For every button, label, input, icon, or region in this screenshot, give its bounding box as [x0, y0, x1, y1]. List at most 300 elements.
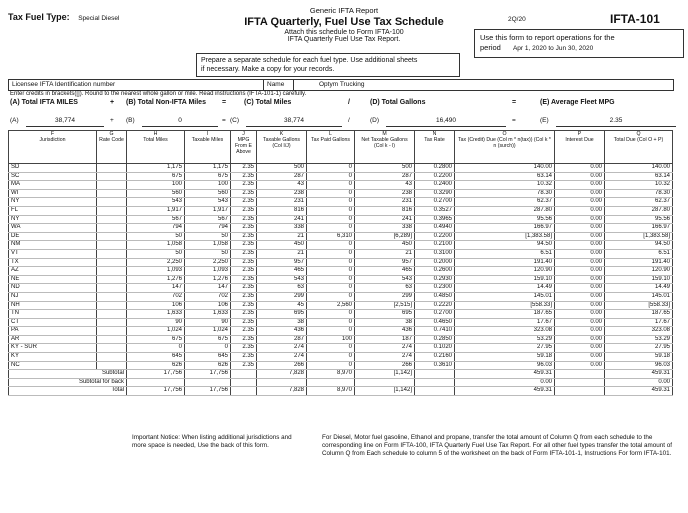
cell-tax-rate[interactable]: 0.2400 — [415, 181, 455, 190]
cell-tax-rate[interactable]: 0.1020 — [415, 344, 455, 353]
cell-net-taxable-gallons[interactable]: [6,289] — [355, 232, 415, 241]
cell-interest-due[interactable]: 0.00 — [555, 258, 605, 267]
cell-interest-due[interactable]: 0.00 — [555, 335, 605, 344]
cell-tax-rate[interactable]: 0.2200 — [415, 232, 455, 241]
cell-total-due[interactable]: 95.56 — [605, 215, 673, 224]
cell-jurisdiction[interactable]: NY — [9, 215, 97, 224]
cell-tax-due[interactable]: 94.50 — [455, 241, 555, 250]
cell-interest-due[interactable]: 0.00 — [555, 198, 605, 207]
cell-tax-rate[interactable]: 0.2160 — [415, 353, 455, 362]
cell-tax-rate[interactable]: 0.2700 — [415, 310, 455, 319]
table-row — [9, 258, 673, 267]
total-ifta-miles-field[interactable]: 38,774 — [26, 117, 104, 127]
equals-sign-3: = — [222, 117, 226, 124]
cell-tax-rate[interactable]: 0.2100 — [415, 241, 455, 250]
cell-taxable-gallons[interactable]: 43 — [257, 181, 307, 190]
cell-taxable-miles[interactable]: 2,250 — [185, 258, 231, 267]
cell-jurisdiction[interactable]: VT — [9, 249, 97, 258]
cell-total-miles[interactable]: 147 — [127, 284, 185, 293]
cell-net-taxable-gallons[interactable]: 695 — [355, 310, 415, 319]
cell-tax-rate[interactable]: 0.7410 — [415, 327, 455, 336]
cell-interest-due[interactable]: 0.00 — [555, 275, 605, 284]
cell-tax-paid-gallons[interactable]: 2,560 — [307, 301, 355, 310]
cell-tax-paid-gallons[interactable]: 0 — [307, 224, 355, 233]
cell-tax-rate[interactable]: 0.3100 — [415, 249, 455, 258]
cell-total-due[interactable]: 62.37 — [605, 198, 673, 207]
cell-tax-paid-gallons[interactable]: 0 — [307, 353, 355, 362]
cell-tax-paid-gallons[interactable]: 0 — [307, 249, 355, 258]
cell-interest-due[interactable]: 0.00 — [555, 172, 605, 181]
cell-total-miles[interactable]: 106 — [127, 301, 185, 310]
cell-rate-code[interactable] — [97, 241, 127, 250]
cell-taxable-gallons[interactable]: 21 — [257, 249, 307, 258]
cell-net-taxable-gallons[interactable]: 287 — [355, 172, 415, 181]
cell-interest-due[interactable]: 0.00 — [555, 232, 605, 241]
cell-mpg[interactable]: 2.35 — [231, 215, 257, 224]
cell-jurisdiction[interactable]: NY — [9, 198, 97, 207]
cell-tax-rate[interactable]: 0.2300 — [415, 284, 455, 293]
cell-total-due[interactable]: 159.10 — [605, 275, 673, 284]
cell-tax-rate[interactable]: 0.4850 — [415, 292, 455, 301]
cell-rate-code[interactable] — [97, 361, 127, 370]
cell-rate-code[interactable] — [97, 258, 127, 267]
cell-jurisdiction[interactable]: KY - SUR — [9, 344, 97, 353]
cell-tax-due[interactable]: [1,383.58] — [455, 232, 555, 241]
cell-interest-due[interactable]: 0.00 — [555, 301, 605, 310]
cell-interest-due[interactable]: 0.00 — [555, 310, 605, 319]
cell-taxable-gallons[interactable]: 241 — [257, 215, 307, 224]
cell-mpg[interactable]: 2.35 — [231, 361, 257, 370]
cell-tax-paid-gallons[interactable]: 0 — [307, 284, 355, 293]
cell-rate-code[interactable] — [97, 335, 127, 344]
cell-taxable-miles[interactable]: 543 — [185, 198, 231, 207]
cell-interest-due[interactable]: 0.00 — [555, 164, 605, 173]
cell-total-miles[interactable]: 1,276 — [127, 275, 185, 284]
cell-jurisdiction[interactable]: NJ — [9, 292, 97, 301]
cell-jurisdiction[interactable]: WI — [9, 189, 97, 198]
cell-mpg[interactable]: 2.35 — [231, 275, 257, 284]
cell-total-due[interactable]: 187.65 — [605, 310, 673, 319]
cell-tax-paid-gallons[interactable]: 0 — [307, 344, 355, 353]
cell-tax-due[interactable]: 17.67 — [455, 318, 555, 327]
cell-net-taxable-gallons[interactable]: 957 — [355, 258, 415, 267]
cell-mpg[interactable]: 2.35 — [231, 224, 257, 233]
cell-total-miles[interactable]: 0 — [127, 344, 185, 353]
cell-taxable-miles[interactable]: 675 — [185, 172, 231, 181]
cell-mpg[interactable]: 2.35 — [231, 198, 257, 207]
cell-jurisdiction[interactable]: WA — [9, 224, 97, 233]
cell-interest-due[interactable]: 0.00 — [555, 215, 605, 224]
cell-taxable-gallons[interactable]: 500 — [257, 164, 307, 173]
cell-net-taxable-gallons[interactable]: 43 — [355, 181, 415, 190]
cell-mpg[interactable]: 2.35 — [231, 267, 257, 276]
cell-taxable-gallons[interactable]: 338 — [257, 224, 307, 233]
cell-mpg[interactable]: 2.35 — [231, 249, 257, 258]
cell-taxable-miles[interactable]: 100 — [185, 181, 231, 190]
cell-rate-code[interactable] — [97, 189, 127, 198]
cell-mpg[interactable]: 2.35 — [231, 172, 257, 181]
cell-mpg[interactable]: 2.35 — [231, 344, 257, 353]
cell-taxable-gallons[interactable]: 38 — [257, 318, 307, 327]
cell-total-due[interactable]: 10.32 — [605, 181, 673, 190]
cell-interest-due[interactable]: 0.00 — [555, 249, 605, 258]
cell-net-taxable-gallons[interactable]: 816 — [355, 206, 415, 215]
cell-net-taxable-gallons[interactable]: [2,515] — [355, 301, 415, 310]
cell-tax-due[interactable]: 166.97 — [455, 224, 555, 233]
cell-rate-code[interactable] — [97, 215, 127, 224]
cell-total-miles[interactable]: 645 — [127, 353, 185, 362]
cell-interest-due[interactable]: 0.00 — [555, 267, 605, 276]
cell-mpg[interactable]: 2.35 — [231, 241, 257, 250]
cell-jurisdiction[interactable]: ND — [9, 284, 97, 293]
cell-tax-rate[interactable]: 0.2700 — [415, 198, 455, 207]
cell-tax-paid-gallons[interactable]: 0 — [307, 198, 355, 207]
cell-mpg[interactable]: 2.35 — [231, 301, 257, 310]
cell-tax-due[interactable]: 323.08 — [455, 327, 555, 336]
cell-taxable-gallons[interactable]: 816 — [257, 206, 307, 215]
cell-net-taxable-gallons[interactable]: 436 — [355, 327, 415, 336]
cell-tax-paid-gallons[interactable]: 0 — [307, 181, 355, 190]
cell-tax-paid-gallons[interactable]: 0 — [307, 275, 355, 284]
cell-jurisdiction[interactable]: SC — [9, 172, 97, 181]
cell-total-due[interactable]: 6.51 — [605, 249, 673, 258]
cell-net-taxable-gallons[interactable]: 274 — [355, 344, 415, 353]
cell-taxable-gallons[interactable]: 274 — [257, 344, 307, 353]
cell-total-due[interactable]: 140.00 — [605, 164, 673, 173]
cell-tax-paid-gallons[interactable]: 0 — [307, 172, 355, 181]
cell-total-miles[interactable]: 50 — [127, 249, 185, 258]
cell-rate-code[interactable] — [97, 344, 127, 353]
cell-net-taxable-gallons[interactable]: 241 — [355, 215, 415, 224]
cell-total-miles[interactable]: 794 — [127, 224, 185, 233]
cell-interest-due[interactable]: 0.00 — [555, 181, 605, 190]
cell-total-miles[interactable]: 1,633 — [127, 310, 185, 319]
cell-taxable-gallons[interactable]: 45 — [257, 301, 307, 310]
cell-taxable-miles[interactable]: 1,276 — [185, 275, 231, 284]
cell-tax-paid-gallons[interactable]: 0 — [307, 241, 355, 250]
average-fleet-mpg-field[interactable]: 2.35 — [556, 117, 676, 127]
cell-taxable-miles[interactable]: 90 — [185, 318, 231, 327]
cell-total-due[interactable]: 53.29 — [605, 335, 673, 344]
cell-tax-paid-gallons[interactable]: 0 — [307, 189, 355, 198]
cell-tax-rate[interactable]: 0.2800 — [415, 164, 455, 173]
cell-total-miles[interactable]: 543 — [127, 198, 185, 207]
cell-tax-rate[interactable]: 0.2200 — [415, 172, 455, 181]
cell-net-taxable-gallons[interactable]: 187 — [355, 335, 415, 344]
cell-total-due[interactable]: 96.03 — [605, 361, 673, 370]
cell-rate-code[interactable] — [97, 353, 127, 362]
cell-net-taxable-gallons[interactable]: 231 — [355, 198, 415, 207]
cell-total-due[interactable]: [558.33] — [605, 301, 673, 310]
cell-tax-due[interactable]: 59.18 — [455, 353, 555, 362]
cell-mpg[interactable]: 2.35 — [231, 310, 257, 319]
cell-tax-rate[interactable]: 0.3527 — [415, 206, 455, 215]
cell-total-miles[interactable]: 50 — [127, 232, 185, 241]
cell-total-due[interactable]: 59.18 — [605, 353, 673, 362]
cell-mpg[interactable]: 2.35 — [231, 318, 257, 327]
cell-total-miles[interactable]: 702 — [127, 292, 185, 301]
cell-taxable-gallons[interactable]: 957 — [257, 258, 307, 267]
cell-total-due[interactable]: 120.90 — [605, 267, 673, 276]
cell-taxable-miles[interactable]: 702 — [185, 292, 231, 301]
cell-mpg[interactable]: 2.35 — [231, 335, 257, 344]
cell-interest-due[interactable]: 0.00 — [555, 206, 605, 215]
cell-jurisdiction[interactable]: NE — [9, 275, 97, 284]
cell-total-due[interactable]: 191.40 — [605, 258, 673, 267]
cell-taxable-gallons[interactable]: 450 — [257, 241, 307, 250]
total-miles-field[interactable]: 38,774 — [246, 117, 342, 127]
cell-jurisdiction[interactable]: TX — [9, 258, 97, 267]
cell-jurisdiction[interactable]: PA — [9, 327, 97, 336]
cell-total-miles[interactable]: 567 — [127, 215, 185, 224]
cell-net-taxable-gallons[interactable]: 299 — [355, 292, 415, 301]
cell-total-miles[interactable]: 2,250 — [127, 258, 185, 267]
cell-taxable-gallons[interactable]: 436 — [257, 327, 307, 336]
cell-tax-due[interactable]: 287.80 — [455, 206, 555, 215]
cell-tax-paid-gallons[interactable]: 0 — [307, 310, 355, 319]
cell-rate-code[interactable] — [97, 301, 127, 310]
cell-net-taxable-gallons[interactable]: 450 — [355, 241, 415, 250]
cell-interest-due[interactable]: 0.00 — [555, 189, 605, 198]
cell-taxable-miles[interactable]: 50 — [185, 249, 231, 258]
cell-total-due[interactable]: 78.30 — [605, 189, 673, 198]
cell-tax-due[interactable]: 53.29 — [455, 335, 555, 344]
cell-taxable-gallons[interactable]: 695 — [257, 310, 307, 319]
cell-total-due[interactable]: 323.08 — [605, 327, 673, 336]
cell-tax-due[interactable]: [558.33] — [455, 301, 555, 310]
cell-taxable-gallons[interactable]: 465 — [257, 267, 307, 276]
cell-jurisdiction[interactable]: AR — [9, 335, 97, 344]
cell-tax-due[interactable]: 120.90 — [455, 267, 555, 276]
cell-rate-code[interactable] — [97, 275, 127, 284]
cell-tax-rate[interactable]: 0.4650 — [415, 318, 455, 327]
cell-jurisdiction[interactable]: NM — [9, 241, 97, 250]
cell-jurisdiction[interactable]: KY — [9, 353, 97, 362]
cell-net-taxable-gallons[interactable]: 266 — [355, 361, 415, 370]
cell-tax-rate[interactable]: 0.2600 — [415, 267, 455, 276]
column-letter: G — [109, 131, 114, 137]
cell-total-miles[interactable]: 1,024 — [127, 327, 185, 336]
cell-taxable-miles[interactable]: 1,093 — [185, 267, 231, 276]
cell-mpg[interactable]: 2.35 — [231, 327, 257, 336]
cell-tax-due[interactable]: 27.95 — [455, 344, 555, 353]
cell-rate-code[interactable] — [97, 164, 127, 173]
cell-net-taxable-gallons[interactable]: 38 — [355, 318, 415, 327]
cell-tax-paid-gallons[interactable]: 0 — [307, 206, 355, 215]
cell-mpg[interactable]: 2.35 — [231, 232, 257, 241]
cell-taxable-miles[interactable]: 50 — [185, 232, 231, 241]
cell-mpg[interactable]: 2.35 — [231, 189, 257, 198]
cell-interest-due[interactable]: 0.00 — [555, 361, 605, 370]
cell-net-taxable-gallons[interactable]: 338 — [355, 224, 415, 233]
cell-total-miles[interactable]: 675 — [127, 335, 185, 344]
cell-mpg[interactable]: 2.35 — [231, 164, 257, 173]
cell-tax-rate[interactable]: 0.3965 — [415, 215, 455, 224]
cell-taxable-miles[interactable]: 1,917 — [185, 206, 231, 215]
cell-mpg[interactable]: 2.35 — [231, 292, 257, 301]
cell-rate-code[interactable] — [97, 206, 127, 215]
cell-taxable-gallons[interactable]: 266 — [257, 361, 307, 370]
cell-taxable-gallons[interactable]: 274 — [257, 353, 307, 362]
cell-interest-due[interactable]: 0.00 — [555, 224, 605, 233]
cell-total-miles[interactable]: 1,058 — [127, 241, 185, 250]
cell-net-taxable-gallons[interactable]: 238 — [355, 189, 415, 198]
cell-total-miles[interactable]: 100 — [127, 181, 185, 190]
cell-jurisdiction[interactable]: DE — [9, 232, 97, 241]
cell-net-taxable-gallons[interactable]: 274 — [355, 353, 415, 362]
cell-rate-code[interactable] — [97, 172, 127, 181]
cell-taxable-miles[interactable]: 106 — [185, 301, 231, 310]
cell-rate-code[interactable] — [97, 327, 127, 336]
cell-tax-paid-gallons[interactable]: 0 — [307, 318, 355, 327]
cell-tax-due[interactable]: 96.03 — [455, 361, 555, 370]
cell-taxable-miles[interactable]: 1,175 — [185, 164, 231, 173]
cell-total-due[interactable]: 145.01 — [605, 292, 673, 301]
cell-net-taxable-gallons[interactable]: 543 — [355, 275, 415, 284]
cell-rate-code[interactable] — [97, 318, 127, 327]
cell-net-taxable-gallons[interactable]: 500 — [355, 164, 415, 173]
cell-interest-due[interactable]: 0.00 — [555, 292, 605, 301]
cell-total-miles[interactable]: 626 — [127, 361, 185, 370]
cell-taxable-gallons[interactable]: 21 — [257, 232, 307, 241]
cell-taxable-miles[interactable]: 794 — [185, 224, 231, 233]
cell-mpg[interactable]: 2.35 — [231, 181, 257, 190]
cell-rate-code[interactable] — [97, 284, 127, 293]
cell-tax-paid-gallons[interactable]: 0 — [307, 215, 355, 224]
cell-jurisdiction[interactable]: SD — [9, 164, 97, 173]
cell-total-due[interactable]: 94.50 — [605, 241, 673, 250]
cell-taxable-gallons[interactable]: 299 — [257, 292, 307, 301]
cell-tax-rate[interactable]: 0.3290 — [415, 189, 455, 198]
cell-mpg[interactable]: 2.35 — [231, 284, 257, 293]
cell-interest-due[interactable]: 0.00 — [555, 344, 605, 353]
cell-tax-due[interactable]: 145.01 — [455, 292, 555, 301]
cell-tax-rate[interactable]: 0.2220 — [415, 301, 455, 310]
cell-total-due[interactable]: 287.80 — [605, 206, 673, 215]
cell-tax-paid-gallons[interactable]: 0 — [307, 164, 355, 173]
cell-taxable-miles[interactable]: 147 — [185, 284, 231, 293]
cell-tax-due[interactable]: 63.14 — [455, 172, 555, 181]
cell-total-due[interactable]: 27.95 — [605, 344, 673, 353]
cell-tax-paid-gallons[interactable]: 6,310 — [307, 232, 355, 241]
cell-total-miles[interactable]: 1,093 — [127, 267, 185, 276]
cell-tax-due[interactable]: 78.30 — [455, 189, 555, 198]
cell-taxable-miles[interactable]: 1,058 — [185, 241, 231, 250]
cell-rate-code[interactable] — [97, 232, 127, 241]
cell-taxable-miles[interactable]: 567 — [185, 215, 231, 224]
cell-jurisdiction[interactable]: CT — [9, 318, 97, 327]
cell-total-miles[interactable]: 90 — [127, 318, 185, 327]
cell-total-miles[interactable]: 560 — [127, 189, 185, 198]
cell-rate-code[interactable] — [97, 224, 127, 233]
cell-total-miles[interactable]: 1,917 — [127, 206, 185, 215]
cell-taxable-miles[interactable]: 626 — [185, 361, 231, 370]
cell-rate-code[interactable] — [97, 310, 127, 319]
cell-tax-paid-gallons[interactable]: 0 — [307, 267, 355, 276]
cell-rate-code[interactable] — [97, 198, 127, 207]
cell-taxable-gallons[interactable]: 287 — [257, 172, 307, 181]
cell-tax-due[interactable]: 14.49 — [455, 284, 555, 293]
cell-tax-due[interactable]: 159.10 — [455, 275, 555, 284]
cell-jurisdiction[interactable]: MA — [9, 181, 97, 190]
cell-total-due[interactable]: [1,383.58] — [605, 232, 673, 241]
cell-taxable-miles[interactable]: 0 — [185, 344, 231, 353]
cell-tax-paid-gallons[interactable]: 100 — [307, 335, 355, 344]
cell-tax-due[interactable]: 95.56 — [455, 215, 555, 224]
total-non-ifta-miles-field[interactable]: 0 — [142, 117, 218, 127]
cell-taxable-gallons[interactable]: 231 — [257, 198, 307, 207]
cell-interest-due[interactable]: 0.00 — [555, 353, 605, 362]
cell-net-taxable-gallons[interactable]: 465 — [355, 267, 415, 276]
cell-tax-rate[interactable]: 0.3610 — [415, 361, 455, 370]
cell-jurisdiction[interactable]: AZ — [9, 267, 97, 276]
cell-total-due[interactable]: 17.67 — [605, 318, 673, 327]
cell-tax-due[interactable]: 187.65 — [455, 310, 555, 319]
cell-tax-due[interactable]: 6.51 — [455, 249, 555, 258]
cell-taxable-miles[interactable]: 645 — [185, 353, 231, 362]
cell-tax-paid-gallons[interactable]: 0 — [307, 292, 355, 301]
cell-tax-due[interactable]: 10.32 — [455, 181, 555, 190]
cell-rate-code[interactable] — [97, 292, 127, 301]
cell-tax-paid-gallons[interactable]: 0 — [307, 258, 355, 267]
cell-jurisdiction[interactable]: NC — [9, 361, 97, 370]
cell-tax-rate[interactable]: 0.2930 — [415, 275, 455, 284]
schedule-body — [9, 164, 673, 396]
cell-tax-rate[interactable]: 0.2850 — [415, 335, 455, 344]
cell-taxable-gallons[interactable]: 63 — [257, 284, 307, 293]
cell-total-miles[interactable]: 1,175 — [127, 164, 185, 173]
cell-net-taxable-gallons[interactable]: 63 — [355, 284, 415, 293]
cell-rate-code[interactable] — [97, 267, 127, 276]
total-gallons-field[interactable]: 16,490 — [386, 117, 506, 127]
cell-total-due[interactable]: 14.49 — [605, 284, 673, 293]
column-label: Total Miles — [143, 137, 168, 143]
cell-taxable-miles[interactable]: 1,024 — [185, 327, 231, 336]
cell-jurisdiction[interactable]: TN — [9, 310, 97, 319]
cell-tax-due[interactable]: 140.00 — [455, 164, 555, 173]
cell-mpg[interactable]: 2.35 — [231, 258, 257, 267]
cell-tax-paid-gallons[interactable]: 0 — [307, 361, 355, 370]
cell-taxable-gallons[interactable]: 543 — [257, 275, 307, 284]
cell-tax-due[interactable]: 62.37 — [455, 198, 555, 207]
cell-total-due[interactable]: 166.97 — [605, 224, 673, 233]
cell-tax-paid-gallons[interactable]: 0 — [307, 327, 355, 336]
cell-interest-due[interactable]: 0.00 — [555, 241, 605, 250]
cell-jurisdiction[interactable]: FL — [9, 206, 97, 215]
cell-taxable-gallons[interactable]: 238 — [257, 189, 307, 198]
cell-interest-due[interactable]: 0.00 — [555, 327, 605, 336]
cell-mpg[interactable]: 2.35 — [231, 353, 257, 362]
column-header-j — [231, 131, 257, 164]
cell-rate-code[interactable] — [97, 181, 127, 190]
cell-jurisdiction[interactable]: NH — [9, 301, 97, 310]
name-field[interactable]: Optym Trucking — [319, 81, 365, 88]
cell-taxable-gallons[interactable]: 287 — [257, 335, 307, 344]
cell-taxable-miles[interactable]: 560 — [185, 189, 231, 198]
cell-total-due[interactable]: 63.14 — [605, 172, 673, 181]
cell-interest-due[interactable]: 0.00 — [555, 284, 605, 293]
cell-taxable-miles[interactable]: 675 — [185, 335, 231, 344]
cell-mpg[interactable]: 2.35 — [231, 206, 257, 215]
cell-total-miles[interactable]: 675 — [127, 172, 185, 181]
cell-rate-code[interactable] — [97, 249, 127, 258]
cell-tax-rate[interactable]: 0.4940 — [415, 224, 455, 233]
cell-tax-due[interactable]: 191.40 — [455, 258, 555, 267]
cell-interest-due[interactable]: 0.00 — [555, 318, 605, 327]
cell-net-taxable-gallons[interactable]: 21 — [355, 249, 415, 258]
cell-tax-rate[interactable]: 0.2000 — [415, 258, 455, 267]
cell-taxable-miles[interactable]: 1,633 — [185, 310, 231, 319]
